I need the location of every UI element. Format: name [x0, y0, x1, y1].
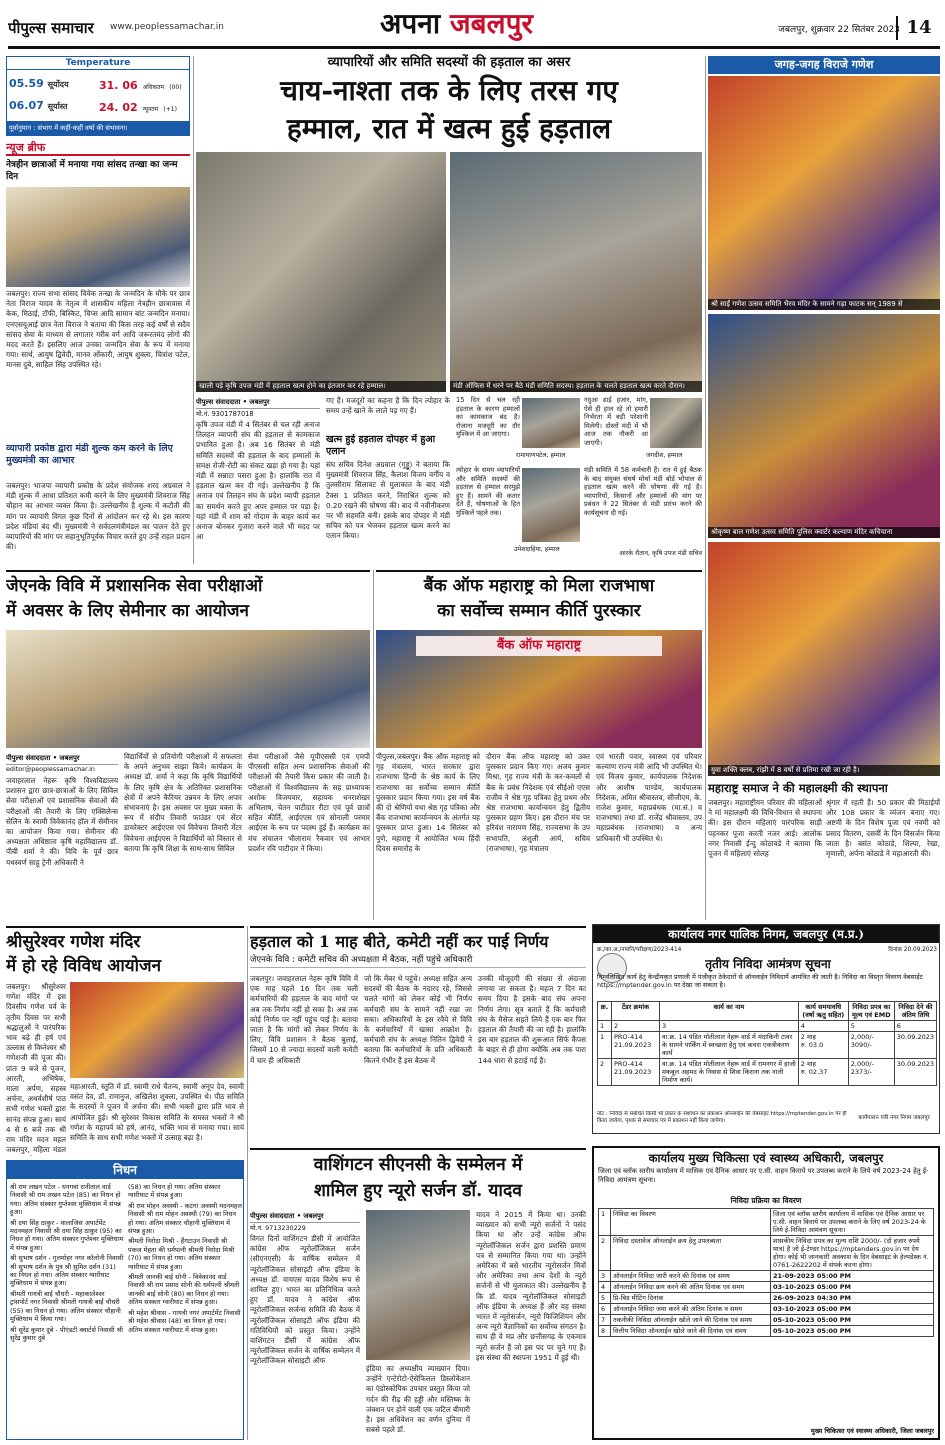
- washington-story: [250, 1148, 586, 1440]
- max-temp: 31. 06: [99, 79, 138, 92]
- tender-intro: निम्नलिखित कार्य हेतु केन्द्रीयकृत प्रणाली में पंजीकृत ठेकेदारों से ऑनलाईन निविदायें आमंत्रित की जाती है। निविदा का विस्तृत विवरण वेबसाईट https://mptender.gov.in पर देखा जा सकता है।: [597, 973, 923, 990]
- tender-nagar-nigam: [592, 924, 940, 1134]
- col-number: 1: [598, 1021, 612, 1032]
- col-number: 3: [660, 1021, 799, 1032]
- nidhan-list-1: [10, 1183, 124, 1437]
- table-row: 3 ऑनलाईन निविदा जारी करने की दिनांक एवं समय 21-09-2023 05:00 PM: [599, 1271, 934, 1282]
- col-number: 2: [612, 1021, 660, 1032]
- person-4-name: आरके रौतान, कृषि उपज मंडी सचिव: [619, 550, 702, 557]
- quote-4: मंडी समिति में 58 कर्मचारी हैं। रात में हुई बैठक के बाद संयुक्त संघर्ष मोर्चा मंडी बोर्ड भोपाल से हड़ताल खत्म करने की घोषणा की गई है। व्यापारियों, किसानों और हम्मालों की मांग पर प्रबंधन ने 22 सितंबर से मंडी प्रारंभ करने की कार्यसूचना दी गई।: [584, 466, 702, 517]
- strike-col2: गए हैं। मजदूरों का कहना है कि दिन त्योहार के समय उन्हें खाने के लाले पड़ गए हैं।: [326, 396, 450, 416]
- nidhan-title: निधन: [7, 1161, 243, 1179]
- section-prefix: अपना: [380, 7, 441, 40]
- bank-photo: [376, 630, 702, 748]
- quote-2: नदुआ ढाई हजार, मांग, ऐसे ही हाल रहे तो हमारी निर्भरता में बड़ी परेशानी मिलेगी। दोस्तों मंदी में भी आज तक नौकरी आ जाएगी।: [584, 396, 648, 447]
- strike-mobile: मो.नं. 9301787018: [196, 410, 254, 418]
- min-change: (+1): [163, 106, 177, 113]
- mahalakshmi-col2: श्रृंगार में रहती हैं। 50 प्रकार की मिठाईयों और 108 प्रकार के व्यंजन बनाए गए। अष्टमी के दिन विशेष पूजा एवं नवमी को प्रसाद वितरण, दसवीं के दिन विसर्जन किया जाता है। बसंत कोठाडे, शिल्पा, रेखा, मृणाली, अर्पना कोठाडे ने महाआरती की।: [826, 798, 940, 859]
- ganesh-photo-1: [708, 76, 940, 310]
- masthead: [0, 0, 945, 50]
- seminar-byline: पीपुल्स संवाददाता • जबलपुर: [6, 752, 118, 765]
- washington-byline: पीपुल्स संवाददाता • जबलपुर: [250, 1210, 360, 1223]
- nidhan-item: श्री सुरेंद्र कुमार दुबे - पीएंडटी क्वार्टर्स निवासी श्री सुरेंद्र कुमार दुबे: [10, 1325, 123, 1342]
- seminar-headline-1: जेएनके विवि में प्रशासनिक सेवा परीक्षाओं: [6, 576, 263, 596]
- strike-byline: पीपुल्स संवाददाता • जबलपुर: [196, 396, 320, 409]
- sunset-time: 06.07: [9, 99, 44, 112]
- ganesh-photo-2: [708, 314, 940, 538]
- sunset-label: सूर्यास्त: [47, 102, 68, 111]
- ganesh-photo-3: [708, 542, 940, 776]
- strike-col2b: संघ सचिव दिनेश अग्रवाल (गुड्डू) ने बताया कि मुख्यमंत्री शिवराज सिंह, कैलाश विजय वर्गीय व तुलसीराम सिलावट से मुलाकात के बाद मंडी टैक्स 1 प्रतिशत करने, निराश्रित शुल्क को 0.20 रखने की घोषणा की। बाद में नवीनीकरण पर भी सहमति बनी। इसके बाद दोपहर में मंडी सचिव को पत्र भेजकर हड़ताल खत्म करने का एलान किया।: [326, 460, 450, 541]
- nidhan-item: श्री राम मोहन अवस्थी - कटंगा अवस्थी मदनमहल निवासी श्री राम मोहन अवस्थी (79) का निधन हो गया। अंतिम संस्कार चौहानी मुक्तिधाम में संपन्न हुआ।: [128, 1201, 242, 1236]
- table-row: 5 प्रि-बिड मीटिंग दिनांक 26-09-2023 04:30 PM: [599, 1293, 934, 1304]
- section-title: [380, 6, 630, 42]
- temple-photo: [70, 982, 244, 1078]
- col-header: क्र.: [598, 1002, 612, 1021]
- column-rule: [247, 926, 248, 1440]
- seminar-story: [6, 570, 370, 920]
- column-rule: [193, 56, 194, 564]
- temple-headline-2: में हो रहे विविध आयोजन: [6, 956, 162, 976]
- bank-col1: पीपुल्स,जबलपुर। बैंक ऑफ महाराष्ट्र को गृह मंत्रालय, भारत सरकार द्वारा राजभाषा हिन्दी के श्रेष्ठ कार्य के लिए राजभाषा का सर्वोच्च सम्मान कीर्ति पुरस्कार प्रदान किया गया। इस वर्ष बैंक की दो श्रेणियों यथा श्रेष्ठ गृह पत्रिका और बैंक राजभाषा कार्यान्वयन के अंतर्गत यह पुरस्कार प्राप्त हुआ। 14 सितंबर को पुणे, महाराष्ट्र में आयोजित भव्य हिंदी दिवस समारोह के: [376, 752, 480, 853]
- strike-subhead: खत्म हुई हड़ताल दोपहर में हुआ एलान: [326, 434, 436, 457]
- seminar-col3: सेवा परीक्षाओं जैसे यूपीएससी एवं एमपी पीएससी सहित अन्य प्रशासनिक सेवाओं की परीक्षाओं की तैयारी किस प्रकार की जाती है। परीक्षाओं में विश्वविद्यालय के सह प्राध्यापक अशोक विजयवार, सहायक धनराशेखर अभिलाष, चेतन पाटीदार रीटा एवं पूर्व छात्रों सहित कीर्ति, आईएएस एवं सोनाली परमार आईएस के रूप पर पदस्थ हुई हैं। कार्यक्रम का मंच संचालन भीलाराम रैकवार एवं आभार प्रदर्शन रवि पाटीदार ने किया।: [248, 752, 370, 853]
- seminar-col1: जवाहरलाल नेहरू कृषि विश्वविद्यालय प्रशासन द्वारा छात्र-छात्राओं के लिए सिविल सेवा परीक्षाओं एवं प्रशासनिक सेवाओं की परीक्षाओं की तैयारी के लिए एक्सिलेन्स सेलिन के स्वामी विवेकानंद हॉल में सेमीनार का आयोजन किया गया। सेमीनार की अध्यक्षता अधिष्ठाता कृषि महाविद्यालय डॉ. पीबी शर्मा ने की। विवि के पूर्व छात्र यथस्वर्ण साहू ट्रेनी अधिकारी ने: [6, 776, 118, 867]
- max-change: (00): [169, 84, 182, 91]
- paper-logo: पीपुल्स समाचार: [8, 19, 94, 37]
- person-3-photo: [522, 468, 580, 542]
- table-row: 2 PRO-414 21.09.2023 वा.क्र. 14 पंडित मोतीलाल नेहरू वार्ड में रामनगर में हाजी मकबूल अहमद के निवास से शिवा किराना तक नाली निर्माण कार्य। 2 माह रु. 02.37 2,000/- 2373/- 30.09.2023: [598, 1059, 937, 1086]
- ganesh-caption-3: युवा शक्ति क्लब, रांझी में 8 वर्षों से प्रतिमा रखी जा रही है।: [708, 765, 940, 776]
- washington-col3: यादव ने 2015 में किया था। उनकी व्याख्यान को सभी न्यूरो सर्जनों ने पसंद किया था और उन्हें कांग्रेस ऑफ न्यूरोलॉजिकल सर्जन द्वारा प्रशस्ति प्रमाण पत्र से सम्मानित किया गया था। उन्होंने अमेरिका में बसे भारतीय न्यूरोसर्जन मित्रों और अमेरिका तथा अन्य देशों के न्यूरो सर्जनों से भी मुलाकात की। उल्लेखनीय है कि डॉ. यादव न्यूरोलॉजिकल सोसाइटी ऑफ इंडिया के अध्यक्ष हैं और यह संस्था भारत में न्यूरोसर्जन, न्यूरो फिजिशियन और अन्य न्यूरो वैज्ञानिकों का सर्वोच्च संगठन है। साथ ही वे मप्र और छत्तीसगढ़ के एकमात्र न्यूरो सर्जन हैं जो इस पद पर चुने गए हैं। इस संस्था की स्थापना 1951 में हुई थी।: [476, 1210, 586, 1362]
- table-row: 6 ऑनलाईन निविदा जमा करने की अंतिम दिनांक व समय 03-10-2023 05:00 PM: [599, 1304, 934, 1315]
- table-row: 1 निविदा का विवरण जिला एवं ब्लॉक स्तरीय कार्यालय में मासिक एवं दैनिक आधार पर ए.सी. वाहन किराये पर उपलब्ध कराने के लिए वर्ष 2023-24 के लिये ई-निविदा आमंत्रण सूचना।: [599, 1209, 934, 1236]
- col-header: कार्य समयावधि (वर्षा ऋतु सहित): [798, 1002, 848, 1021]
- ganesh-caption-2: श्रीकृष्ण बाल गणेश उत्सव समिति पुलिस क्वार्टर कल्याण मंदिर कचियाना: [708, 527, 940, 538]
- washington-col1: विगत दिनों वाशिंगटन डीसी में आयोजित कांग्रेस ऑफ न्यूरोलॉजिकल सर्जन (सीएनएसी) के वार्षिक सम्मेलन में न्यूरोलॉजिकल सोसाइटी ऑफ इंडिया के अध्यक्ष डॉ. वायएस यादव विशेष रूप से शामिल हुए। भारत का प्रतिनिधित्व करते हुए डॉ. यादव ने कांग्रेस ऑफ न्यूरोलॉजिकल सर्जन्स समिति की बैठक में न्यूरोलॉजिकल सोसाइटी ऑफ इंडिया की गतिविधियों को प्रस्तुत किया। उन्होंने वाशिंगटन डीसी में कांग्रेस ऑफ न्यूरोलॉजिकल सर्जन के वार्षिक सम्मेलन में न्यूरोलॉजिकल सोसाइटी ऑफ: [250, 1234, 360, 1366]
- col-header: निविदा देने की अंतिम तिथि: [894, 1002, 936, 1021]
- tender-signature: कार्यपालन यंत्री नगर निगम जबलपुर: [858, 1115, 930, 1121]
- health-header: कार्यालय मुख्य चिकित्सा एवं स्वास्थ्य अधिकारी, जबलपुर: [648, 1151, 884, 1165]
- strike-headline-1: चाय-नाश्ता तक के लिए तरस गए: [280, 74, 618, 107]
- nidhan-item: श्रीमती जानकी बाई सोनी - विवेकानंद वार्ड निवासी श्री राम प्रसाद सोनी की धर्मपत्नी श्रीमती जानकी बाई सोनी (80) का निधन हो गया। अंतिम संस्कार ग्वारीघाट में संपन्न हुआ।: [128, 1273, 240, 1307]
- strike-month-col1: जबलपुर। जवाहरलाल नेहरू कृषि विवि में एक माह पहले 16 दिन तक चली कर्मचारियों की हड़ताल के बाद मांगों पर अब तक निर्णय नहीं हो सका है। अब तक कोई निर्णय पर नहीं पहुंच पाई है। बताया जाता है कि मांगों को लेकर निर्णय के लिए, विवि प्रशासन ने बैठक बुलाई, जिसमें 10 से ज्यादा सदस्यों वाली कमेटी में चार ही अधिकारी: [250, 974, 358, 1065]
- quote-1: 15 दिन से चल रही हड़ताल के कारण हम्मालों का कामकाज बंद है। रोजाना मजदूरी का दौर मुश्किल में आ जाएगा।: [456, 396, 520, 439]
- col-header: कार्य का नाम: [660, 1002, 799, 1021]
- tender-date: दिनांक 20.09.2023: [888, 947, 937, 953]
- col-number: 5: [848, 1021, 894, 1032]
- mahalakshmi-col1: जबलपुर। महाराष्ट्रीयन परिवार की महिलाओं ने मां महालक्ष्मी की विधि-विधान से स्थापना की। इस दौरान महिलाएं पारंपरिक साड़ी पहनकर पूजा करती नजर आई। आलोक नगर निवासी ईन्दु कोठावडे ने बताया कि पूजन में महिलाएं सोलह: [708, 798, 822, 859]
- quote-3: त्योहार के समय व्यापारियों और समिति सदस्यों की हड़ताल से हम्माल सरमुझे हुए हैं। सामने की कतार देते हैं, घोषणाओं के हित मुश्किलें पहले तक।: [456, 466, 520, 517]
- dateline: जबलपुर, शुक्रवार 22 सितंबर 2023: [778, 25, 900, 35]
- gallery-title: जगह-जगह विराजे गणेश: [708, 56, 940, 74]
- strike-col1: कृषि उपज मंडी में 4 सितंबर से चल रही अनाज तिलहन व्यापारी संघ की हड़ताल से कामकाज प्रभावित हुआ है। अब 16 सितंबर से मंडी समिति सदस्यों की हड़ताल के बाद हम्मालों के समक्ष रोजी-रोटी का संकट खड़ा हो गया है। यहां मंडी में सन्नाटा पसरा हुआ है। हालांकि रात में हड़ताल खत्म कर दी गई। उल्लेखनीय है कि अनाज एवं तिलहन संघ के प्रदेश व्यापी हड़ताल का समर्थन करते हुए अपर हम्माल पर पड़ा है। यहां मंडी में शाम को गोदाम के बाहर कार्य कर अनाज बोनकर गुजारा करने वाले भी मदद पर आ: [196, 420, 320, 542]
- brief2-text: जबलपुर। भाजपा व्यापारी प्रकोष्ठ के प्रदेश संयोजक शरद अग्रवाल ने मंडी शुल्क में आधा प्रतिशत कमी करने के लिए मुख्यमंत्री शिवराज सिंह चौहान का आभार व्यक्त किया है। उल्लेखनीय है शुल्क में कटौती की मांग पर व्यापारी विगत कुछ दिनों से आंदोलन कर रहे थे। इस कारण प्रदेश मंडियां बंद थीं। मुख्यमंत्री ने सर्वदलमंत्रीमंडल का पालन देते हुए व्यापारियों की मांग पर सहानुभूतिपूर्वक विचार करते हुए उन्हें राहत प्रदान की।: [6, 481, 190, 552]
- tender-title: तृतीय निविदा आमंत्रण सूचना: [705, 957, 831, 971]
- strike-photo-2: [450, 152, 702, 392]
- bank-col3: एवं भारती पवार, स्वास्थ्य एवं परिवार कल्याण राज्य मंत्री आदि भी उपस्थित थे। एवं विजय कुमार, कार्यपालक निदेशक और आशीष पाण्डेय, कार्यपालक निदेशक, अमित श्रीवास्तव, सीजीएम, के. राजेश कुमार, महाप्रबंधक (मा.सं.) व राजभाषा) तथा डॉ. राजेंद्र श्रीवास्तव, उप महाप्रबंधक (राजभाषा) व अन्य प्राधिकारी भी उपस्थित थे।: [596, 752, 702, 843]
- strike-month-headline: हड़ताल को 1 माह बीते, कमेटी नहीं कर पाई निर्णय: [250, 932, 549, 951]
- seminar-col2: विद्यार्थियों से प्रतियोगी परीक्षाओं में सफलता के अपने अनुभव साझा किये। कार्यक्रम के अध्यक्ष डॉ. शर्मा ने कहा कि कृषि विद्यार्थियों के लिए कृषि क्षेत्र के अतिरिक्त प्रशासनिक क्षेत्रों में अपने कैरियर उन्नयन के लिए अपार संभावनाएं है। इस अवसर पर मुख्य वक्ता के रूप में संदीप तिवारी फाउंडर एवं सेंटर डायरेक्टर आईएएस एवं विवेचना तिवारी मेंटर विवेचना आईएएस ने विद्यार्थियों को विस्तार से बताया कि कृषि शिक्षा के साथ-साथ सिविल: [124, 752, 242, 853]
- seminar-headline-2: में अवसर के लिए सेमीनार का आयोजन: [6, 601, 249, 621]
- washington-col2: इंडिया का अध्यक्षीय व्याख्यान दिया। उन्होंने एन्टेरोटो-ऐसेफिलल डिस्लोकेशन का एंडोस्कोपिक उपचार प्रस्तुत किया जो गर्दन की रीढ़ की हड्डी और मस्तिष्क के जंक्शन पर होने वाली एक जटिल बीमारी है। इस अधिवेशन का वर्णन दुनिया में सबसे पहले डॉ.: [366, 1364, 470, 1435]
- sunrise-time: 05.59: [9, 77, 44, 90]
- min-temp: 24. 02: [99, 101, 138, 114]
- table-row: 8 वित्तीय निविदा ऑनलाईन खोले जाने की दिनांक एवं समय 05-10-2023 05:00 PM: [599, 1326, 934, 1337]
- masthead-rule: [8, 46, 940, 49]
- bank-headline-2: का सर्वोच्च सम्मान कीर्ति पुरस्कार: [437, 601, 641, 621]
- temple-col2: महाआरती, स्तुति में डॉ. स्वामी राधे चैतन्य, स्वामी अनूप देव, स्वामी वसंत देव, डॉ. रामानुज, अखिलेश शुक्ला, उपस्थित थे। पीठ समिति के सदस्यों ने पूजन में अर्चना की। सभी भक्तों द्वारा प्रति भाव से आयोजित हुई। श्री सुरेश्वर विकास समिति के समस्त भक्तों ने श्री गणेश के महापर्व को हर्ष, आनंद, भक्ति भाव से मनाया गया। सायं समिति के साथ सभी गणेश भक्तों में उत्साह बढ़ा है।: [70, 1082, 244, 1143]
- seminar-email: editor@peoplessamachar.in: [6, 765, 95, 773]
- tender-health: [592, 1146, 940, 1440]
- person-2-photo: [650, 398, 702, 448]
- seminar-photo: [6, 630, 370, 748]
- strike-month-col2: जो कि मेंबर थे पहुंचे। अध्यक्ष सहित अन्य सदस्यों की बैठक के नदारद रहे, जिससे चलते मांगों को लेकर कोई भी निर्णय कर्मचारी संघ के सामने नहीं रखा जा सका। अधिकारियों के इस रवैये से विवि के कर्मचारियों में खासा आक्रोश है। कर्मचारी संघ के अध्यक्ष नितिन द्विवेदी ने बताया कि कर्मचारियों के प्रति अधिकारी कितने गंभीर हैं इस बैठक में: [364, 974, 472, 1065]
- section-city: जबलपुर: [449, 7, 533, 40]
- strike-kicker: व्यापारियों और समिति सदस्यों की हड़ताल का असर: [327, 55, 571, 70]
- person-3-name: उमेशदाहिया, हम्माल: [514, 546, 560, 553]
- bank-banner: बैंक ऑफ महाराष्ट्र: [416, 636, 662, 656]
- brief1-photo: [6, 187, 190, 287]
- max-label: अधिकतम: [142, 84, 165, 91]
- washington-headline-2: शामिल हुए न्यूरो सर्जन डॉ. यादव: [314, 1181, 522, 1201]
- strike-month-subhead: जेएनके विवि : कमेटी सचिव की अध्यक्षता में बैठक, नहीं पहुंचे अधिकारी: [250, 954, 586, 968]
- col-header: निविदा प्रपत्र का मूल्य एवं EMD: [848, 1002, 894, 1021]
- temple-headline-1: श्रीसुरेश्वर गणेश मंदिर: [6, 932, 141, 952]
- nidhan-item: श्रीमती गायत्री बाई चौधरी - महाकालेश्वर ट्रांसपोर्ट नगर निवासी श्रीमती गायत्री बाई चौधरी (55) का निधन हो गया। अंतिम संस्कार चौहानी मुक्तिधाम में किया गया।: [10, 1289, 121, 1324]
- table-row: 7 तकनीकी निविदा ऑनलाईन खोले जाने की दिनांक एवं समय 05-10-2023 05:00 PM: [599, 1315, 934, 1326]
- strike-photo-1: [196, 152, 446, 392]
- min-label: न्यूनतम: [142, 106, 159, 113]
- page-number: 14: [896, 16, 940, 40]
- strike-story: [196, 54, 702, 566]
- nidhan-item: (58) का निधन हो गया। अंतिम संस्कार ग्वारीघाट में संपन्न हुआ।: [128, 1183, 221, 1200]
- temperature-title: Temperature: [7, 57, 189, 70]
- table-row: 4 ऑनलाईन निविदा क्रय करने की अंतिम दिनांक एवं समय 03-10-2023 05:00 PM: [599, 1282, 934, 1293]
- health-table-title: निविदा प्रक्रिया का विवरण: [730, 1196, 802, 1205]
- washington-mobile: मो.नं. 9713230229: [250, 1224, 306, 1232]
- tender-ref: क्र./का.अ./नपानि/परीक्षण/2023-414: [597, 947, 682, 953]
- strike-photo-1-caption: खाली पड़े कृषि उपज मंडी में हड़ताल खत्म होने का इंतजार कर रहे हम्माल।: [196, 381, 446, 392]
- bank-col2: दौरान बैंक ऑफ महाराष्ट्र को उक्त पुरस्कार प्रदान किए गए। अजय कुमार मिश्रा, गृह राज्य मंत्री के कर-कमलों से बैंक के प्रबंध निदेशक एवं सीईओ एएस राजीव ने श्रेष्ठ गृह पत्रिका हेतु प्रथम और श्रेष्ठ राजभाषा कार्यान्वयन हेतु द्वितीय पुरस्कार ग्रहण किए। इस दौरान मंच पर हरिवंश नारायण सिंह, राज्यसभा के उप सभापति, अंशुली आर्य, सचिव (राजभाषा), गृह मंत्रालय: [486, 752, 590, 853]
- temple-col1: जबलपुर। श्रीसुरेश्वर गणेश मंदिर में इस दिवसीय गणेश पर्व के तृतीय दिवस पर सभी श्रद्धालुओं ने पारंपरिक भाव बढ़े ही हर्ष एवं उल्लास से विघ्नेश्वर श्री गणेशजी की पूजा की। प्रातः 9 बजे से पूजन, आरती, अभिषेक, माला अर्पण, सहस्त्र अर्चना, अथर्वशीर्ष पाठ सभी गणेश भक्तों द्वारा सानंद संपन्न हुआ। सायं 4 से 6 बजे तक श्री राम मंदिर मदन महल जबलपुर, महिला मंडल: [6, 982, 66, 1155]
- nidhan-box: [6, 1160, 244, 1440]
- col-number: 6: [894, 1021, 936, 1032]
- mahalakshmi-story: [708, 780, 940, 920]
- strike-headline-2: हम्माल, रात में खत्म हुई हड़ताल: [286, 112, 612, 145]
- bank-story: [376, 570, 702, 920]
- washington-photo: [366, 1210, 470, 1360]
- nidhan-item: श्री दया सिंह ठाकुर - वालाजिस अपार्टमेंट मदनमहल निवासी श्री दया सिंह ठाकुर (95) का निधन हो गया। अंतिम संस्कार गुप्तेश्वर मुक्तिधाम में संपन्न हुआ।: [10, 1218, 124, 1252]
- column-rule: [705, 56, 706, 920]
- tender-nagar-header: कार्यालय नगर पालिक निगम, जबलपुर (म.प्र.): [593, 925, 939, 943]
- person-2-name: जगदीश, हम्माल: [646, 452, 683, 459]
- tender-note: नोट : निविदा से संबंधित किसी भी प्रकार के संशोधन का प्रकाशन ऑनलाईन की वेबसाइट https://mptender.gov.in पर ही किया जायेगा, पृथक से समाचार पत्र में प्रकाशन नहीं किया जायेगा।: [597, 1111, 847, 1124]
- mahalakshmi-headline: महाराष्ट्र समाज ने की महालक्ष्मी की स्थापना: [708, 781, 888, 795]
- nidhan-item: श्री सुभाष दर्शन - गुलमोहर नगर कॉलोनी निवासी श्री सुभाष दर्शन के पुत्र श्री सुमित दर्शन (31) का निधन हो गया। अंतिम संस्कार ग्वारीघाट मुक्तिधाम में संपन्न हुआ।: [10, 1254, 124, 1288]
- table-row: 1 PRO-414 21.09.2023 वा.क्र. 14 पंडित मोतीलाल नेहरू वार्ड में मंदाकिनी टावर के सामने पार्किंग में स्वच्छता हेतु एवं कचरा एकत्रीकरण कार्य 2 माह रु. 03.0 2,000/- 3090/- 30.09.2023: [598, 1032, 937, 1059]
- ganesh-caption-1: श्री साईं गणेश उत्सव समिति भैरव मंदिर के सामने गढ़ा फाटक सन् 1989 से: [708, 299, 940, 310]
- health-intro: जिला एवं ब्लॉक स्तरीय कार्यालय में मासिक एवं दैनिक आधार पर ए.सी. वाहन किराये पर उपलब्ध कराने के लिये वर्ष 2023-24 हेतु ई-निविदा आमंत्रण सूचना।: [598, 1167, 929, 1184]
- person-1-photo: [522, 398, 580, 448]
- ganesh-gallery: [708, 56, 940, 776]
- news-brief-label: न्यूज ब्रीफ: [6, 140, 190, 156]
- col-header: टेंडर क्रमांक: [612, 1002, 660, 1021]
- tender-table: [597, 1001, 937, 1086]
- strike-month-col3: उनकी मौजूदगी की संख्या से अंदाजा लगाया जा सकता है। महज 7 दिन का समय दिया है इसके बाद संघ अपना निर्णय लेगा। सूत्र बताते हैं कि कर्मचारी संघ के मैसेज सहते लिये हैं एक बार फिर हड़ताल की तैयारी की जा रही है। हालांकि इस बार हड़ताल की शुरूआत सिर्फ कैंपस के बाहर से ही होगा क्योंकि अब तक पारा 144 धारा से हटाई गई है।: [478, 974, 586, 1065]
- nidhan-item: श्री राम लखन पटेल - धनगवां रानीताल वार्ड निवासी श्री राम लखन पटेल (85) का निधन हो गया। अंतिम संस्कार गुप्तेश्वर मुक्तिधाम में संपन्न हुआ।: [10, 1183, 121, 1217]
- washington-headline-1: वाशिंगटन सीएनसी के सम्मेलन में: [313, 1155, 523, 1175]
- health-signature: मुख्य चिकित्सा एवं स्वास्थ्य अधिकारी, जिला जबलपुर: [810, 1427, 934, 1435]
- strike-month-story: [250, 926, 586, 1144]
- nidhan-list-2: [128, 1183, 242, 1437]
- strike-photo-2-caption: मंडी ऑफिस में धरने पर बैठे मंडी समिति सदस्य। हड़ताल के चलते हड़ताल खत्म करते दौरान।: [450, 381, 702, 392]
- person-1-name: रामायाणपटेल, हम्माल: [516, 452, 566, 459]
- col-number: 4: [798, 1021, 848, 1032]
- column-rule: [373, 570, 374, 920]
- forecast: पूर्वानुमान : संभाग में कहीं-कहीं वर्षा की संभावना।: [7, 121, 189, 136]
- nidhan-item: श्रीमती निरोदा मिश्री - हैंगटाउन निवासी श्री पंकज मेहता की धर्मपत्नी श्रीमती निरोदा मिश्री (70) का निधन हो गया। अंतिम संस्कार ग्वारीघाट में संपन्न हुआ।: [128, 1237, 235, 1271]
- table-row: 2 निविदा दस्तावेज ऑनलाईन क्रय हेतु उपलब्धता शासकीय निविदा प्रपत्र का मूल्य राशि 2000/- (दो हजार रुपये मात्र) है जो ई-टेण्डर https://mptenders.gov.in पर देय होगा। कोई भी जानकारी अवकाश के दिन वेबसाइट के हेल्पडेस्क नं. 0761-2622202 में संपर्क करना होगा।: [599, 1236, 934, 1271]
- health-table: [594, 1208, 938, 1337]
- brief1-title: नेत्रहीन छात्राओं में मनाया गया सांसद तन्खा का जन्म दिन: [6, 160, 178, 182]
- temperature-box: [6, 56, 190, 136]
- brief2-title: व्यापारी प्रकोष्ठ द्वारा मंडी शुल्क कम करने के लिए मुख्यमंत्री का आभार: [6, 443, 173, 466]
- brief1-text: जबलपुर। राज्य सभा सांसद विवेक तन्खा के जन्मदिन के मौके पर छात्र नेता विराज यादव के नेतृत्व में शासकीय महिला नेत्रहीन छात्रावास में केक, मिठाई, टॉफी, बिस्किट, चिप्स आदि सामान बांट जन्मदिन मनाया। एनएसयूआई छात्र नेता विराज ने बताया की किस तरह कई वर्षों से सदैव सांसद सेवा के माध्यम से लगातार गरीब वर्ग आदि जरूरतमंद लोगो की मदद करते हैं। इसलिए आज उनका जन्मदिन सेवा के रूप में मनाया गया। सार्थ, आयुष द्विवेदी, मानव ओंकारी, आयुष शुक्ला, चित्रांश पटेल, मानस दुबे, साहिल सिंह उपस्थित रहे।: [6, 289, 190, 370]
- ganesh-temple-story: [6, 926, 244, 1156]
- nidhan-item: श्री महेश श्रीवास - गायत्री नगर अपार्टमेंट निवासी श्री महेश श्रीवास (48) का निधन हो गया। अंतिम संस्कार ग्वारीघाट में संपन्न हुआ।: [128, 1308, 241, 1334]
- website[interactable]: www.peoplessamachar.in: [110, 22, 224, 32]
- sunrise-label: सूर्योदय: [47, 80, 69, 89]
- bank-headline-1: बैंक ऑफ महाराष्ट्र को मिला राजभाषा: [423, 576, 655, 596]
